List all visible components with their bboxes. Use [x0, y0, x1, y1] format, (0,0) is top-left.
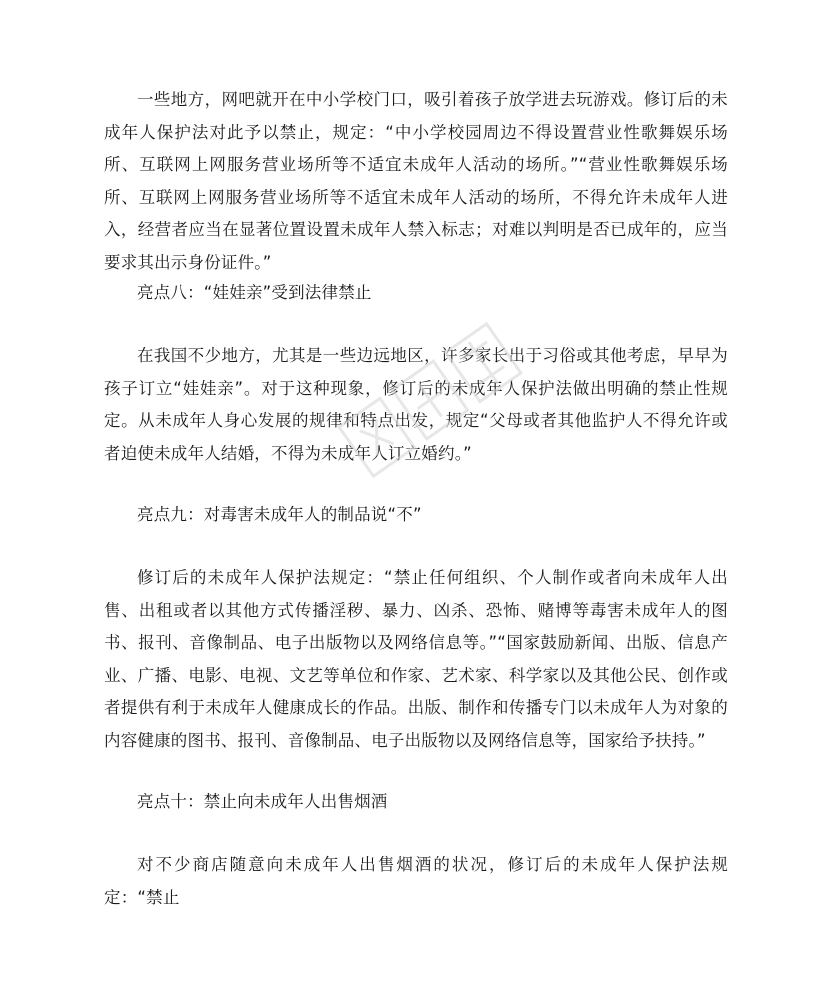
heading-highlight-10: 亮点十：禁止向未成年人出售烟酒 — [137, 792, 388, 811]
paragraph-internet-cafe-rules: 一些地方，网吧就开在中小学校门口，吸引着孩子放学进去玩游戏。修订后的未成年人保护法对此予以禁止，规定：“中小学校园周边不得设置营业性歌舞娱乐场所、互联网上网服务营业场所等不适宜未成年人活动的场所。”“营业性歌舞娱乐场所、互联网上网服务营业场所等不适宜未成年人活动的场所，不得允许未成年人进入，经营者应当在显著位置设置未成年人禁入标志；对难以判明是否已成年的，应当要求其出示身份证件。” — [104, 90, 728, 272]
paragraph-child-betrothal: 在我国不少地方，尤其是一些边远地区，许多家长出于习俗或其他考虑，早早为孩子订立“娃娃亲”。对于这种现象，修订后的未成年人保护法做出明确的禁止性规定。从未成年人身心发展的规律和特点出发，规定“父母或者其他监护人不得允许或者迫使未成年人结婚，不得为未成年人订立婚约。” — [104, 346, 728, 463]
heading-highlight-9: 亮点九：对毒害未成年人的制品说“不” — [137, 505, 422, 524]
paragraph-harmful-products: 修订后的未成年人保护法规定：“禁止任何组织、个人制作或者向未成年人出售、出租或者以其他方式传播淫秽、暴力、凶杀、恐怖、赌博等毒害未成年人的图书、报刊、音像制品、电子出版物以及网络信息等。”“国家鼓励新闻、出版、信息产业、广播、电影、电视、文艺等单位和作家、艺术家、科学家以及其他公民、创作或者提供有利于未成年人健康成长的作品。出版、制作和传播专门以未成年人为对象的内容健康的图书、报刊、音像制品、电子出版物以及网络信息等，国家给予扶持。” — [104, 568, 728, 750]
heading-highlight-8: 亮点八：“娃娃亲”受到法律禁止 — [137, 283, 372, 302]
paragraph-tobacco-alcohol: 对不少商店随意向未成年人出售烟酒的状况，修订后的未成年人保护法规定：“禁止 — [104, 855, 728, 907]
